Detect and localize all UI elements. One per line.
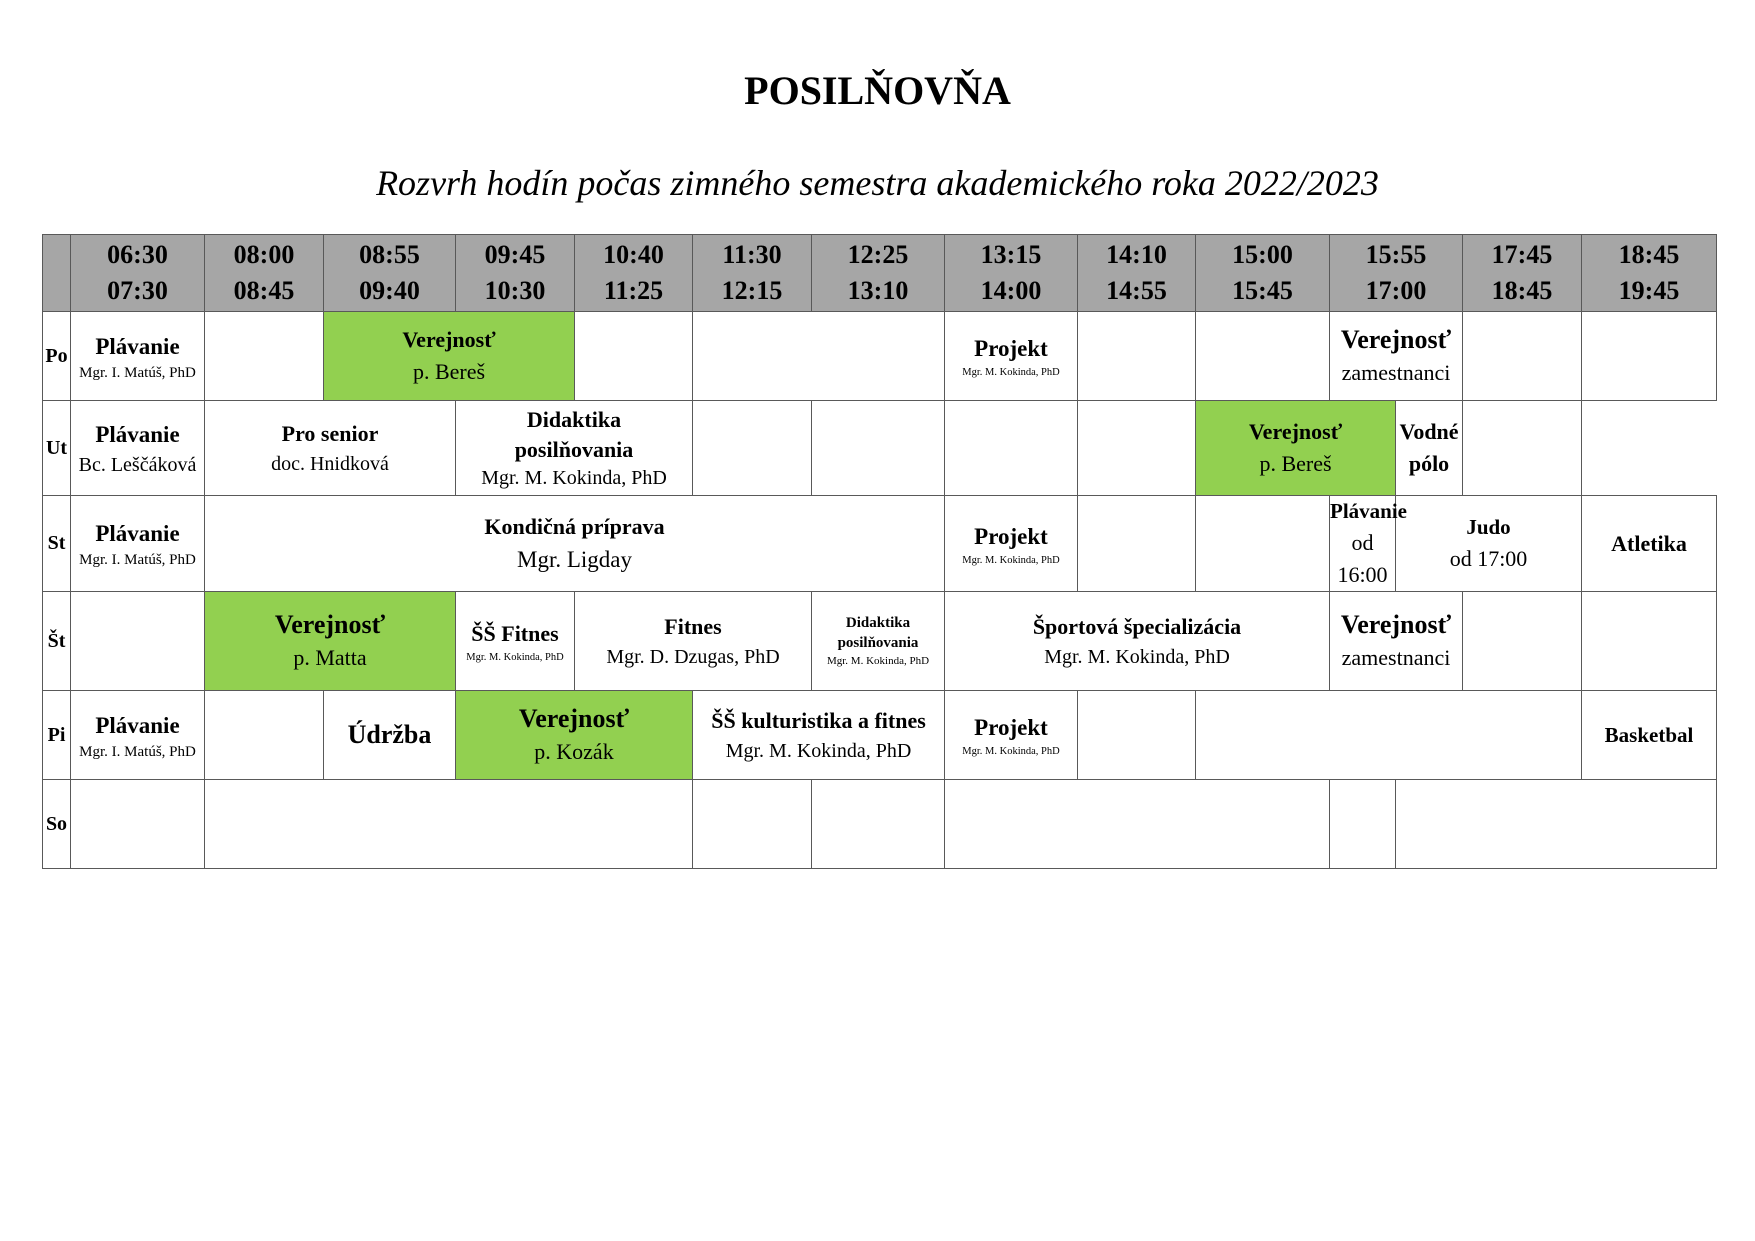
empty-cell — [205, 780, 693, 869]
row-ut — [43, 401, 1717, 496]
page-subtitle: Rozvrh hodín počas zimného semestra akademického roka 2022/2023 — [376, 163, 1379, 203]
class-cell: Atletika — [1582, 496, 1717, 592]
time-slot: 14:10 14:55 — [1078, 235, 1196, 312]
row-po — [43, 312, 1717, 401]
time-slot: 17:45 18:45 — [1463, 235, 1582, 312]
time-slot: 15:55 17:00 — [1330, 235, 1463, 312]
class-cell: Plávanie Mgr. I. Matúš, PhD — [71, 312, 205, 401]
empty-cell — [1463, 312, 1582, 401]
class-cell: Plávanie Mgr. I. Matúš, PhD — [71, 496, 205, 592]
time-slot: 08:00 08:45 — [205, 235, 324, 312]
empty-cell — [1078, 496, 1196, 592]
class-cell: Kondičná príprava Mgr. Ligday — [205, 496, 945, 592]
class-cell-highlighted: Verejnosť p. Kozák — [456, 691, 693, 780]
empty-cell — [1396, 780, 1717, 869]
empty-cell — [205, 691, 324, 780]
class-cell: ŠŠ kulturistika a fitnes Mgr. M. Kokinda, PhD — [693, 691, 945, 780]
empty-cell — [812, 401, 945, 496]
day-label: Ut — [43, 401, 71, 496]
class-cell: Judo od 17:00 — [1396, 496, 1582, 592]
time-slot: 09:45 10:30 — [456, 235, 575, 312]
class-cell: Projekt Mgr. M. Kokinda, PhD — [945, 312, 1078, 401]
class-cell: Údržba — [324, 691, 456, 780]
row-so — [43, 780, 1717, 869]
time-slot: 12:25 13:10 — [812, 235, 945, 312]
class-cell: Verejnosť zamestnanci — [1330, 592, 1463, 691]
empty-cell — [693, 401, 812, 496]
class-cell: Didaktika posilňovania Mgr. M. Kokinda, PhD — [812, 592, 945, 691]
time-slot: 11:30 12:15 — [693, 235, 812, 312]
time-slot: 06:30 07:30 — [71, 235, 205, 312]
empty-cell — [693, 780, 812, 869]
empty-cell — [71, 592, 205, 691]
class-cell: Plávanie Bc. Leščáková — [71, 401, 205, 496]
time-slot: 18:45 19:45 — [1582, 235, 1717, 312]
empty-cell — [1078, 401, 1196, 496]
empty-cell — [1582, 312, 1717, 401]
class-cell: Fitnes Mgr. D. Dzugas, PhD — [575, 592, 812, 691]
empty-cell — [1582, 592, 1717, 691]
time-slot: 15:00 15:45 — [1196, 235, 1330, 312]
class-cell: Športová špecializácia Mgr. M. Kokinda, PhD — [945, 592, 1330, 691]
class-cell: Basketbal — [1582, 691, 1717, 780]
class-cell: Projekt Mgr. M. Kokinda, PhD — [945, 691, 1078, 780]
class-cell: Projekt Mgr. M. Kokinda, PhD — [945, 496, 1078, 592]
day-label: Pi — [43, 691, 71, 780]
day-label: Po — [43, 312, 71, 401]
class-cell: Plávanie od 16:00 — [1330, 496, 1396, 592]
time-slot: 10:40 11:25 — [575, 235, 693, 312]
class-cell-highlighted: Verejnosť p. Bereš — [1196, 401, 1396, 496]
empty-cell — [1078, 691, 1196, 780]
class-cell-highlighted: Verejnosť p. Matta — [205, 592, 456, 691]
day-label: Št — [43, 592, 71, 691]
empty-cell — [1078, 312, 1196, 401]
empty-cell — [575, 312, 693, 401]
empty-cell — [1196, 691, 1582, 780]
empty-cell — [693, 312, 945, 401]
time-header-row — [43, 235, 1717, 312]
page-title: POSILŇOVŇA — [744, 68, 1011, 113]
empty-cell — [1463, 401, 1582, 496]
empty-cell — [1330, 780, 1396, 869]
empty-cell — [1463, 592, 1582, 691]
day-label: St — [43, 496, 71, 592]
empty-cell — [205, 312, 324, 401]
empty-cell — [71, 780, 205, 869]
time-slot: 13:15 14:00 — [945, 235, 1078, 312]
empty-cell — [812, 780, 945, 869]
class-cell-highlighted: Verejnosť p. Bereš — [324, 312, 575, 401]
class-cell: Didaktika posilňovania Mgr. M. Kokinda, PhD — [456, 401, 693, 496]
corner-cell — [43, 235, 71, 312]
class-cell: Verejnosť zamestnanci — [1330, 312, 1463, 401]
class-cell: Vodné pólo — [1396, 401, 1463, 496]
row-st — [43, 496, 1717, 592]
class-cell: Plávanie Mgr. I. Matúš, PhD — [71, 691, 205, 780]
day-label: So — [43, 780, 71, 869]
empty-cell — [1196, 312, 1330, 401]
schedule-table — [42, 234, 1717, 869]
class-cell: Pro senior doc. Hnidková — [205, 401, 456, 496]
empty-cell — [945, 780, 1330, 869]
empty-cell — [1196, 496, 1330, 592]
class-cell: ŠŠ Fitnes Mgr. M. Kokinda, PhD — [456, 592, 575, 691]
row-stv — [43, 592, 1717, 691]
time-slot: 08:55 09:40 — [324, 235, 456, 312]
row-pi — [43, 691, 1717, 780]
empty-cell — [945, 401, 1078, 496]
